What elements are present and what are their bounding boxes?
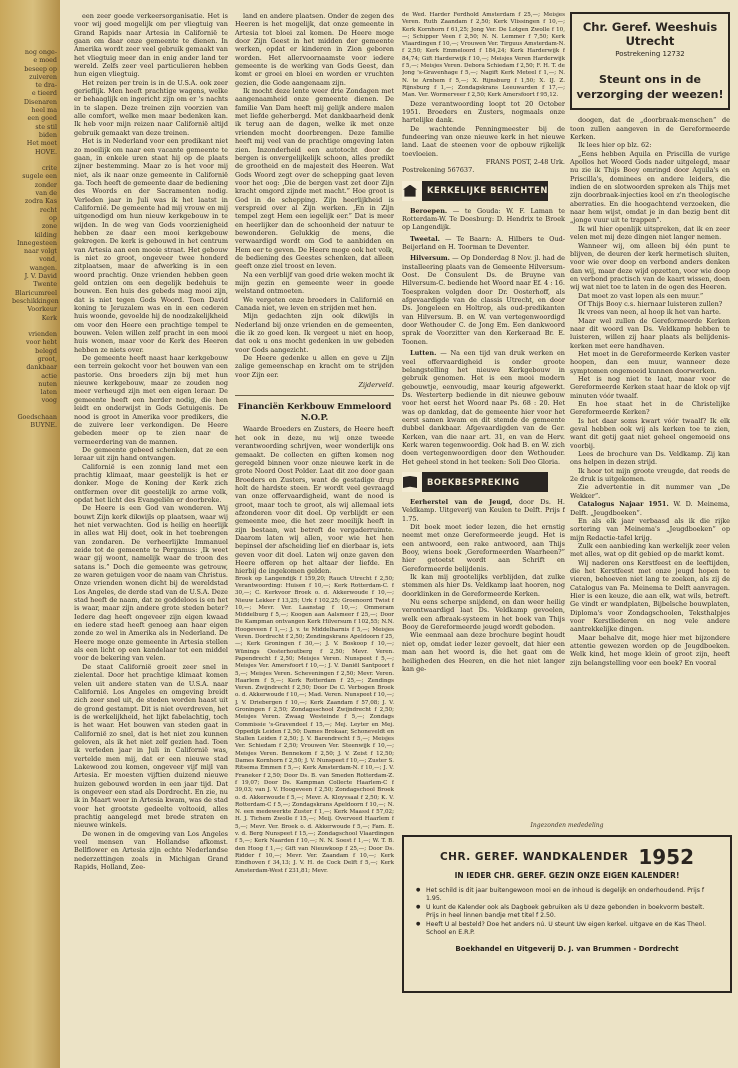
paragraph: Dat moet zo vast lopen als een muur.” (578, 291, 704, 300)
paragraph: Het is nog niet te laat, maar voor de Gereformeerde Kerken staat haar de klok op vijf minuten vóór twaalf. (570, 375, 730, 400)
column-1 (74, 12, 228, 1052)
paragraph: De wachtende Penningmeester bij de fundeering van onze nieuwe kerk in het nieuwe land. Laat de steenen voor de opbouw rijkelijk toevloeien. (402, 124, 565, 158)
paragraph: De staat Californië groeit zeer snel in zielental. Door het prachtige klimaat komen velen uit andere staten van de U.S.A. naar Californië. Los Angeles en omgeving breidt zich zeer snel uit, de steden worden haast uit de grond gestampt. Dit is niet overdreven, het is de werkelijkheid, het lijkt fabelachtig, toch is het waar. Het bouwen van steden gaat in Californië zo snel, dat is het niet zou kunnen geloven, als ik het niet zelf gezien had. Toen ik verleden jaar in Juli in Californië was, vertelde men mij, dat er een nieuwe stad Lakewood zou komen, ongeveer vijf mijl van Artesia. Er moesten vijftien duizend nieuwe huizen gebouwd worden in een jaar tijd. Dat is ongeveer een stad als Dordrecht. En zie, nu ik in Maart weer in Artesia kwam, was de stad voor het grootste gedeelte voltooid, alles prachtig aangelegd met brede straten en nieuwe winkels. (74, 662, 228, 830)
church-news-item (402, 235, 565, 252)
paragraph: Is het daar soms kwart vóór twaalf? Ik elk geval hebben ook wij als kerken toe te zien, want dit getij gaat niet geheel ongemoeid ons voorbij. (570, 416, 730, 450)
paragraph: Mijn gedachten zijn ook dikwijls in Nederland bij onze vrienden en de gemeenten, die ik zo goed ken. Ik vergeet u niet en hoop, dat ook u ons mocht gedenken in uw gebeden voor Gods aangezicht. (235, 312, 394, 354)
kerkbouw-paragraphs (235, 425, 394, 575)
signature: Zijderveld. (358, 381, 394, 390)
donations-list: Broek op Langendijk f 159,20; Rauch Utrecht f 2,50; Verantwoording: Huisen f 10,—; Kerk Rotterdam-C. f 30,—; C. Kerkvoor Broek o. d. Akkerwoude f 10,—; Nieuw Lekker f 13,25; Urk f 102,25; Groenoord Twist f 10,—; Mevr. Ver. Laanstag f 10,—; Ommeram Middelburg f 5,—; Koogen aan Aalsmeer f 25,—; Door De Kampman ontvangen Kerk Hilversum f 102,55; N.N. Hoogeveen f 1,—; J. v. te Middelharnis f 5,—; Meisjes Veren. Dordrecht f 2,50; Zendingskrans Apeldoorn f 25,—; Kerk Groningen f 30,—; J. V. Boskoop f 10,—; Wünings Oosterhoutberg f 2,50; Mevr. Veren. Papendrecht f 2,50; Meisjes Veren. Nunspeet f 5,—; Meisjes Ver. Amersfoort f 10,—; J. V. Daniël Santpoort f 5,—; Meisjes Veren. Scheveningen f 2,50; Mevr. Veren. Haarlem f 5,—; Kerk Rotterdam f 25,—; Zendings Veren. Zwijndrecht f 2,50; Door De C. Verbogen Broek o. d. Akkerwoude f 10,—; Mad. Veren. Nunspeet f 10,—; J. V. Driebergen f 10,—; Kerk Zaandam f 57,08; J. V. Groningen f 2,50; Zondagsschool Zwijndrecht f 2,50; Meisjes Veren. Zwaag Westeinde f 5,—; Zondags Commissie 's-Gravendeel f 15,—; Mej. Leyter en Mej. Oppedijk Leiden f 2,50; Dames Brokaar, Schoneveldt en Stallen Leiden f 2,50; J. V. Barendrecht f 5,—; Meisjes Ver. Schiedam f 2,50; Vrouwen Ver. Steenwijk f 10,—; Meisjes Veren. Bennekom f 2,50; J. V. Zeist f 12,50; Dames Kornhorn f 2,50; J. V. Nunspeet f 10,—; Zuster S. Ritsema Emmen f 5,—; Kerk Amsterdam-N. f 10,—; J. V. Franeker f 2,50; Door Ds. B. van Smeden Rotterdam-Z. f 19,07; Door Ds. Kampman Collecte Haarlem-C f 39,03; van J. V. Hoogeveen f 2,50; Zondagschool Broek o. d. Akkerwoude f 5,—; Mevr. A. Kloyvsaal f 2,50; K. V. Rotterdam-C f 5,—; Zondagskrans Apeldoorn f 10,—; N. N. een medewerkte Zuster f 1,—; Kerk Maassl f 57,02; H. J. Tichem Zwolle f 15,—; Meij. Overveed Haarlem f 5,—; Mevr. Ver. Broek o. d. Akkerwoude f 5,—; Fam. E. v. d. Berg Nunspeet f 15,—; Zondagschool Vlaardingen f 5,—; Kerk Naarden f 10,—; N. N. Soest f 1,—; W. T. B. den Hoog f 1,—; Gift van Nieuwkoop f 25,—; Door Ds. Ridder f 10,—; Mevr. Ver. Zaandam f 10,—; Kerk Eindhoven f 34,13; J. V. H. de Cock Delft f 5,—; Kerk Amsterdam-West f 231,81; Mevr. (235, 575, 394, 874)
catalogus-paragraphs (570, 517, 730, 667)
paragraph: Zulk een aanbieding kan werkelijk zeer velen met alles, wat op dit gebied op de markt komt. (570, 541, 730, 559)
paragraph: De Heere gedenke u allen en geve u Zijn zalige gemeenschap en kracht om te strijden voor Zijn eer. (235, 354, 394, 379)
column-2 (235, 12, 394, 1052)
ad-postrekening: Postrekening 12732 (615, 50, 685, 58)
divider (235, 395, 394, 396)
treasurer-signature: FRANS POST, 2-48 Urk. (485, 157, 565, 166)
item-lead: Hilversum. (410, 254, 450, 263)
item-text: — Na een tijd van druk werken en veel offervaardigheid is onder groote belangstelling het nieuwe Kerkgebouw in gebruik genomen. Het is een mooi modern gebouwtje, eenvoudig, maar keurig afgewerkt. Ds. Westerterp bediende in dit nieuwe gebouw voor het eerst het Woord naar Ps. 68 : 20. Het was op dankdag, dat de gemeente hier voor het eerst samen kwam en dit stemde de gemeente dubbel dankbaar. Afgevaardigden van de Ger. Kerken, van die naar art. 31, en van de Herv. Kerk waren tegenwoordig. Ook had B. en W. zich doen vertegenwoordigen door den Wethouder. Het geheel stond in het teeken: Soli Deo Gloria. (402, 349, 565, 466)
item-lead: Lutten. (410, 349, 437, 358)
paragraph: Wie eenmaal aan deze brochure begint houdt niet op, omdat ieder lezer gevoelt, dat hier een man aan het woord is, die het gaat om de heiligheden des Heeren, en die het niet langer kan ge- (402, 631, 565, 673)
ad-organization: Chr. Geref. Weeshuis Utrecht (582, 20, 718, 48)
paragraph: Of Thijs Booy c.s. hiernaar luisteren zullen? (578, 299, 723, 308)
kalender-title: CHR. GEREF. WANDKALENDER (439, 851, 629, 863)
paragraph: Maar wel zullen de Gereformeerde Kerken naar dit woord van Ds. Veldkamp hebben te luisteren, willen zij haar plaats als belijdenis-kerken met eere handhaven. (570, 316, 730, 350)
paragraph: land en andere plaatsen. Onder de zegen des Heeren is het mogelijk, dat onze gemeente in Artesia tot bloei zal komen. De Heere moge door Zijn Geest in het midden der gemeente werken, opdat er kinderen in Zion geboren worden. Het allervoornaamste voor iedere gemeente is de werking van Gods Geest, dan komt er groei en bloei en worden er vruchten gezien, die Gode aangenaam zijn. (235, 12, 394, 87)
article-title-kerkbouw: Financiën Kerkbouw Emmeloord N.O.P. (237, 401, 392, 422)
paragraph: Ik mocht deze lente weer drie Zondagen met aangenaamheid onze gemeente dienen. De familie Van Dam heeft mij gelijk andere malen met liefde geherbergd. Met dankbaarheid denk ik terug aan de dagen, welke ik met onze vrienden mocht doorbrengen. Deze familie heeft mij veel van de prachtige omgeving laten zien. Inzonderheid een autotocht door de bergen is onvergelijkelijk schoon, alles predikt de grootheid en de majesteit des Heeren. Wat Gods Woord zegt over de schepping gaat leven voor het oog: ‚Die de bergen vast zet door Zijn kracht omgord zijnde met macht.” Hoe groot is God in de schepping. Zijn heerlijkheid is verspreid over al Zijn werken. ‚En in Zijn tempel zegt Hem een iegelijk eer.” Dat is meer en heerlijker dan de schoonheid der natuur te bewonderen. Gelukkig de mens, die verwaardigd wordt om God te aanbidden en Hem eer te geven. De Heere moge ook het volk, de bediening des Geestes schenken, dat alleen geeft onze ziel troost en leven. (235, 87, 394, 271)
item-text: — Op Donderdag 8 Nov. jl. had de installeering plaats van de Gemeente Hilversum-Oost. De Consulent Ds. de Bruyne van Hilversum-C. bediende het Woord naar Ef. 4 : 16. Toespraken volgden door Dr. Oosterhoff, als afgevaardigde van de classis Utrecht, en door Ds. Jongeleen en Holtrop, als oud-predikanten van Hilversum. B. en W. van vertegenwoordigd door Wethouder C. de Jong Em. Een dankwoord sprak de Voorzitter van den Kerkeraad Br. E. Toonen. (402, 254, 565, 346)
church-news-item (402, 207, 565, 232)
paragraph: Wanneer wij, om alleen bij één punt te blijven, de deuren der kerk hermetisch sluiten, voor wie over doop en verbond anders denken dan wij, maar deze wijd opzetten, voor wie doop en verbond practisch van de kaart wissen, doen wij wat niet toe te laten in de ogen des Heeren. (570, 241, 730, 292)
paragraph: De Heere is een God van wonderen. Wij bouwt Zijn kerk dikwijls op plaatsen, waar wij het niet verwachten. God is heilig en heerlijk in alles wat Hij doet, ook in het toebrengen van zondaren. De verheerlijkte Immanuel zeide tot de gemeente te Pergamus: ‚Ik weet waar gij woont, namelijk waar de troon des satans is.” Doch die gemeente was getrouw, ze waren getuigen voor de naam van Christus. Onze vrienden wonen dicht bij de wereldstad Los Angeles, de derde stad van de U.S.A. Deze stad heeft de naam, dat ze goddeloos is en het is waar, maar zijn andere grote steden beter? Iedere dag heeft ongeveer zijn eigen kwaad en iedere stad heeft genoeg aan haar eigen zonde zo wel in Amerika als in Nederland. De Heere moge onze gemeente in Artesia stellen als een licht op een kandelaar tot een middel voor de bekering van velen. (74, 504, 228, 663)
kalender-bullets (416, 887, 718, 937)
kalender-bullet: ● U kunt de Kalender ook als Dagboek gebruiken als U deze gebonden in boekvorm bestelt. Prijs in heel linnen bandje met titel f 2.50. (426, 904, 718, 919)
church-news-items (402, 207, 565, 466)
column-4-paragraphs (570, 116, 730, 500)
column-3 (402, 12, 565, 812)
paragraph: Na een verblijf van goed drie weken mocht ik mijn gezin en gemeente weer in goede welstand ontmoeten. (235, 270, 394, 296)
folded-left-margin (0, 0, 60, 1068)
paragraph: De wonen in de omgeving van Los Angeles veel mensen van Hollandse afkomst. Bellflower en Artesia zijn echte Nederlandse nederzettingen zoals in Michigan Grand Rapids, Holland, Zee- (74, 829, 228, 872)
paragraph: „Eens hebben Aquila en Priscilla de vurige Apollos het Woord Gods nader uitgelegd, maar nu zie ik Thijs Booy omringd door Aquila's en Priscilla's, dominees en andere leiders, die indien de en slotwoorden spreken als Thijs met zijn doorbraak-injecties kool en z'n theologische aberraties. En die hoogachtend verzoeken, die naar hem wijst, omdat je in dan bezig bent dit „jonge vuur uit te trappen”. (570, 149, 730, 225)
paragraph: Waarde Broeders en Zusters, de Heere heeft het ook in deze, nu wij onze tweede verantwoording schrijven, weer wonderlijk ons gemaakt. De collecten en giften komen nog geregeld binnen voor onze nieuwe kerk in de grote Noord Oost Polder. Laat dit zoo door gaan Broeders en Zusters, want de gestadige drup holt de hardste steen. Er wordt veel gevraagd van onze offervaardigheid, want de nood is groot, maar toch te groot, als wij allemaal iets afzonderen voor dit doel. Op verblijdt er een gemeente mee, die het zeer moeilijk heeft in zijn bestaan, wat betreft de vergaderruimte. Daarom laten wij allen, voor wie het hen bepinsel der afscheiding lief en dierbaar is, iets geven voor dit doel. Laten wij onze gaven den Heere offeren op het altaar der liefde. En hierbij de ingekomen gelden. (235, 425, 394, 576)
book-review-intro (402, 498, 565, 523)
paragraph: Zie advertentie in dit nummer van „De Wekker”. (570, 483, 730, 500)
item-text: — Te Baarn: A. Hilbers te Oud-Beijerland en H. Toorman te Deventer. (402, 234, 565, 252)
paragraph: De gemeente gebeed schenken, dat ze een leraar uit zijn hand ontvangen. (74, 445, 228, 463)
church-news-item (402, 254, 565, 346)
book-meta: door Ds. H. Veldkamp. Uitgeverij van Keulen te Delft. Prijs f 1.75. (402, 497, 565, 523)
paragraph: Het reizen per trein is in de U.S.A. ook zeer gerieflijk. Men heeft prachtige wagens, welke er behaaglijk en ingericht zijn om er 's nachts in te slapen. Deze treinen zijn voorzien van alle comfort, welke men maar bedenken kan. Ik heb voor mijn reizen naar Californië altijd gebruik gemaakt van deze treinen. (74, 78, 228, 137)
kalender-bullet: ● Het schild is dit jaar buitengewoon mooi en de inhoud is degelijk en onderhoudend. Prijs f 1.95. (426, 887, 718, 902)
paragraph: Deze verantwoording loopt tot 20 October 1951. Broeders en Zusters, nogmaals onze hartelijke dank. (402, 99, 565, 125)
donations-list-continued: de Wed. Harder Ferdhold Amsterdam f 25,—; Meisjes Veren. Ruth Zaandam f 2,50; Kerk Vlissingen f 10,—; Kerk Kornhorn f 61,25; Jong Ver. De Lotgen Zwolle f 10,—; Schipper Veen f 2,50; N. N. Lemmer f 7,50; Kerk Vlaardingen f 10,—; Vrouwen Ver. Tirguus Amsterdam-N. f 2,50; Kerk Emmeloord f 184,24; Kerk Harderwijk f 84,74; Gift Harderwijk f 10,—; Meisjes Veren Harderwijk f 5,—; Meisjes Veren. Debora Schiedam f 2,50; F. H. T. de Jong 's-Gravenhage f 5,—; Nagift Kerk Meteel f 1,—; N. N. te Arnhem f 5,—; X. Rijnsburg f 1,50; X. IJ. Z. Rijnsburg f 1,—; Zondagskrans Leeuwarden f 17,—; Man. Ver. Wormerveer f 2,50; Kerk Amersfoort f 95,12. (402, 12, 565, 99)
paragraph: Wij naderen ons Kerstfeest en de leeftijden, die het Kerstfeest met onze jeugd hopen te vieren, behoeven niet lang te zoeken, als zij de Catalogus van Fa. Meinema te Delft aanvragen. Hier is een keuze, die aan elk, wat wils, betreft. Ge vindt er wandplaten, Bijbelsche bouwplaten, Diploma's voor Zondagschoolen, Teksthalpjes voor Kerstliederen en nog vele andere aantrekkelijke dingen. (570, 558, 730, 634)
paragraph: De gemeente heeft naast haar kerkgebouw een terrein gekocht voor het bouwen van een pastorie. Ons broeders zijn bij met hun nieuwe kerkgebouw, maar ze zouden nog meer verheugd zijn met een eigen leraar. De gemeente heeft een herder nodig, die hen leidt en onderwijst in Gods Getuigenis. De nood is groot in Amerika voor predikers, die de zuivere leer verkondigen. De Heere gebeden meer op te zien naar de vermeerdering van de mannen. (74, 354, 228, 446)
paragraph: Ik vrees van neen, al hoop ik het van harte. (578, 308, 721, 317)
banner-label: BOEKBESPREKING (427, 476, 520, 487)
banner-label: KERKELIJKE BERICHTEN (427, 185, 548, 196)
ad-slogan: Steunt ons in de verzorging der weezen! (576, 73, 724, 102)
paragraph: Het moet in de Gereformeerde Kerken vaster hoopen, dan een muur, wanneer deze symptomen ongemoeid kunnen doorwerken. (570, 349, 730, 375)
paragraph: Ik lees hier op blz. 62: (578, 141, 652, 150)
item-lead: Tweetal. (410, 234, 440, 243)
church-news-item (402, 349, 565, 466)
kalender-publisher: Boekhandel en Uitgeverij D. J. van Brummen - Dordrecht (455, 944, 679, 953)
paragraph: En als elk jaar verbaasd als ik die rijke sortering van Meinema's „Jeugdboeken” op mijn Redactie-tafel krijg. (570, 516, 730, 542)
paragraph: Ik wil hier openlijk uitspreken, dat ik en zeer velen met mij deze dingen niet langer nemen. (570, 224, 730, 242)
treasurer-postrekening: Postrekening 567637. (402, 166, 475, 175)
ad-note: Ingezonden mededeling (530, 822, 604, 829)
column-1-paragraphs (74, 12, 228, 871)
column-4 (570, 12, 730, 812)
wandkalender-advertisement (402, 835, 732, 993)
catalogus-meta: W. D. Meinema, Delft. „Jeugdboeken”. (570, 500, 730, 517)
kalender-bullet: ● Heeft U al besteld? Doe het anders nú. U steunt Uw eigen kerkel. uitgave en de Kas Theol. School en E.R.P. (426, 921, 718, 936)
paragraph: Maar behalve dit, moge hier met bijzondere attentie gewezen worden op de Jeugdboeken. Welk kind, het moge klein of groot zijn, heeft zijn belangstelling voor een boek? En vooral (570, 633, 730, 667)
church-icon (402, 181, 422, 201)
section-banner-kerkelijke-berichten (402, 181, 548, 201)
kalender-subtitle: IN IEDER CHR. GEREF. GEZIN ONZE EIGEN KALENDER! (454, 871, 680, 880)
paragraph: Dit boek moet ieder lezen, die het ernstig neemt met onze Gereformeerde jeugd. Het is een antwoord, een rake antwoord, aan Thijs Booy, wiens boek ‚Gereformeerden Waarheen?” hier getoetst wordt aan Schrift en Gereformeerde belijdenis. (402, 523, 565, 573)
paragraph: Nu eens scherpe snijdend, en dan weer heilig verontwaardigd laat Ds. Veldkamp gevoelen, welk een afbraak-systeem in het boek van Thijs Booy de Gereformeerde jeugd wordt geboden. (402, 598, 565, 632)
paragraph: We vergeten onze broeders in Californië en Canada niet, we leven en strijden met hen. (235, 295, 394, 313)
kalender-year: 1952 (638, 845, 695, 869)
paragraph: En hoe staat het in de Christelijke Gereformeerde Kerken? (570, 400, 730, 417)
column-2-paragraphs (235, 12, 394, 379)
paragraph: Ik kan mij grootelijks verblijden, dat zulke stemmen als hier Ds. Veldkamp laat hooren, nog doorklinken in de Gereformeerde Kerken. (402, 573, 565, 598)
kalender-header (416, 845, 718, 869)
book-icon (402, 472, 422, 492)
weeshuis-advertisement (570, 12, 730, 110)
paragraph: Lees de brochure van Ds. Veldkamp. Zij kan ons helpen in dezen strijd. (570, 450, 730, 467)
paragraph: een zeer goede verkeersorganisatie. Het is voor wij goed mogelijk om per vliegtuig van Grand Rapids naar Artesia in Californië te gaan om daar onze gemeente te dienen. In Amerika wordt zeer veel gebruik gemaakt van het vliegtuig meer dan in enig ander land ter wereld. Zelfs zeer veel particulieren hebben hun eigen vliegtuig. (74, 12, 228, 79)
catalogus-intro (570, 500, 730, 517)
wandkalender-ad-wrapper (402, 822, 732, 993)
book-title: Eerherstel van de Jeugd, (410, 497, 513, 506)
paragraph: doogen, dat de „doorbraak-menschen” de toon zullen aangeven in de Gereformeerde Kerken. (570, 116, 730, 142)
paragraph: Ik hoor tot mijn groote vreugde, dat reeds de 2e druk is uitgekomen. (570, 466, 730, 484)
section-banner-boekbespreking (402, 472, 548, 492)
paragraph: Het is in Nederland voor een predikant niet zo moeilijk om naar een vacante gemeente te gaan, in enkele uren staat hij op de plaats zijner bestemming. Maar zo is het voor mij niet, als ik naar onze gemeente in Californië ga. Toch heeft de gemeente daar de bediening des Woords en der Sacramenten nodig. Verleden jaar in Juli was ik het laatst in Californië. De gemeente had mij vrouw en mij uitgenodigd om hun nieuw kerkgebouw in te wijden. In de weg van Gods voorzienigheid hebben ze daar een mooi kerkgebouw gekregen. De kerk is gebouwd in het centrum van Artesia aan een mooie straat. Het gebouw is niet zo groot, ongeveer twee honderd zitplaatsen, maar de afwerking is in een woord prachtig. Onze vrienden hebben geen geld ontzien om een degelijk bedehuis te bouwen. Een huis des gebeds mag mooi zijn, dat is niet tegen Gods Woord. Toen David koning te Jeruzalem was en in een cederen huis woonde, gevoelde hij de noodzakelijkheid om voor den Heere een prachtige tempel te bouwen. Velen willen zelf pracht in een mooi huis wonen, maar voor de Kerk des Heeren hebben ze niets over. (74, 137, 228, 354)
book-review-paragraphs (402, 523, 565, 673)
fold-text: nog onge- e moed beseep op zuiveren te dra- e tieerd Disenaren heel ma een goed ste stil biden Het moet HOVE. crite sugele een zonder van de zodra Kas recht op zone kilding Innegesteen naar volgt vond, wangen. J. V. David Twente Blaricumreel beschikkingen Voorkeur Kerk vrienden voor hebt belegd groot, dankbaar actie nuten laten voog Goedschaan BUYNE. (12, 48, 59, 430)
catalogus-title: Catalogus Najaar 1951. (578, 500, 669, 509)
paragraph: Californië is een zonnig land met een prachtig klimaat, maar geestelijk is het er donker. Moge de Koning der Kerk zich ontfermen over dit geestelijk zo arme volk, opdat het licht des Evangeliën er doorbreke. (74, 462, 228, 504)
item-text: — te Gouda: W. F. Laman te Rotterdam-W. Te Doesburg: D. Hendrix te Broek op Langendijk. (402, 206, 565, 232)
item-lead: Beroepen. (410, 206, 448, 215)
